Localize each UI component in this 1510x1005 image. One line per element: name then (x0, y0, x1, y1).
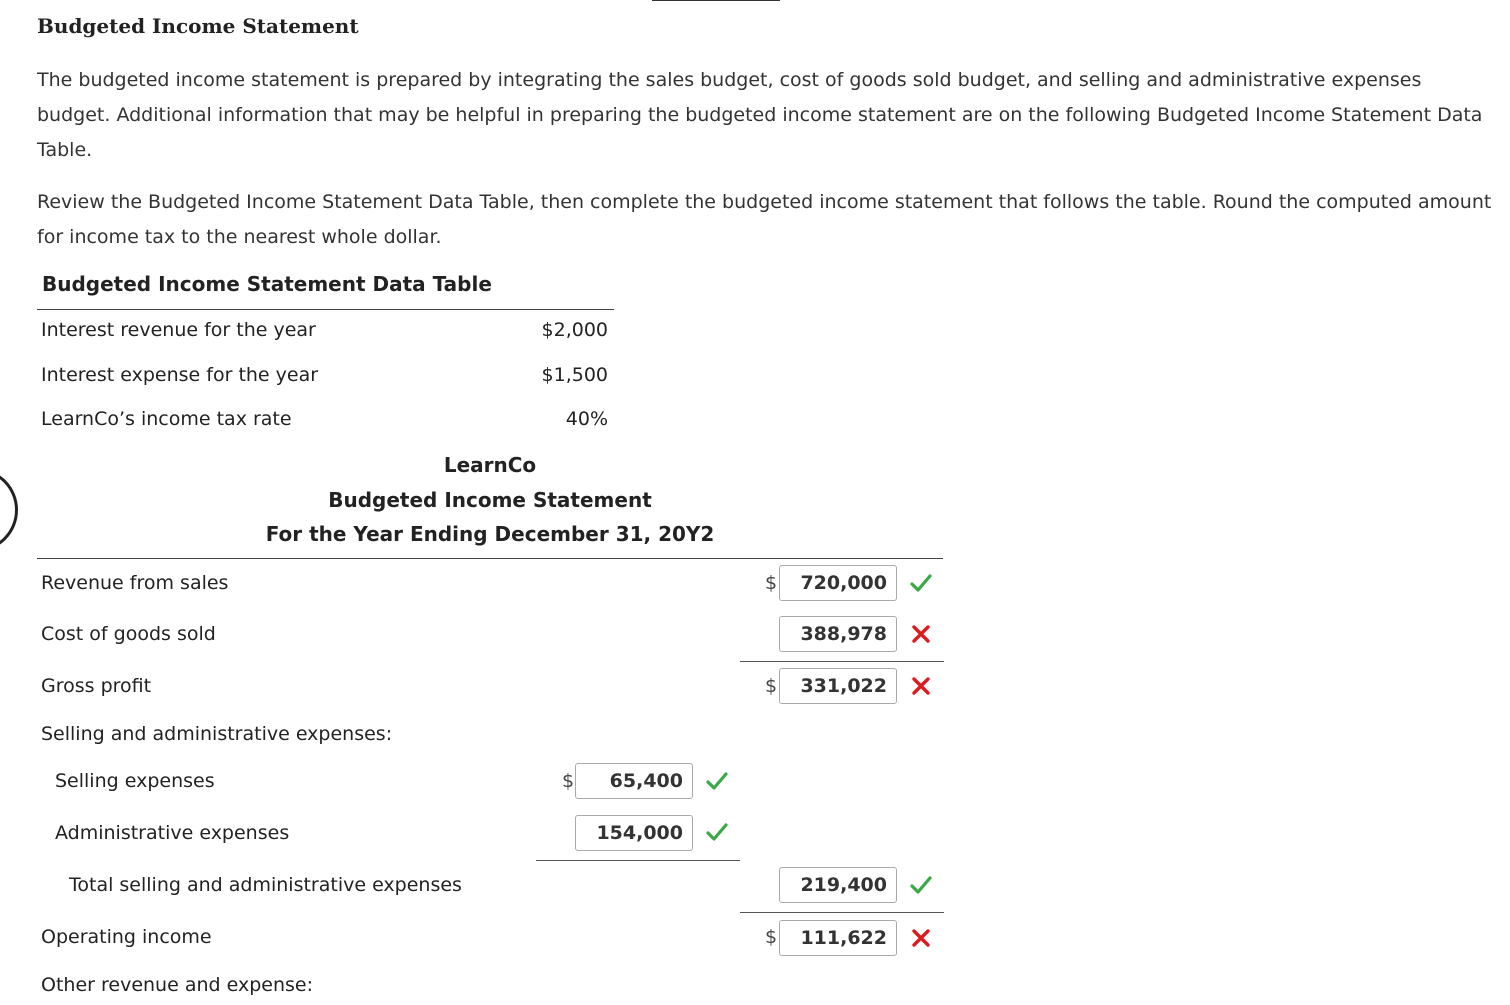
selling-expenses-input[interactable]: 65,400 (575, 763, 693, 799)
operating-income-label: Operating income (41, 926, 212, 948)
data-table-row (41, 408, 608, 438)
x-mark-icon (909, 622, 933, 646)
data-table-title: Budgeted Income Statement Data Table (42, 272, 492, 296)
other-revenue-expense-heading: Other revenue and expense: (41, 974, 313, 996)
data-table-value: $2,000 (541, 319, 608, 341)
subtotal-rule (536, 860, 740, 861)
check-icon (705, 769, 729, 793)
dollar-sign: $ (562, 770, 575, 792)
circle-icon[interactable] (0, 468, 18, 552)
data-table-value: $1,500 (541, 364, 608, 386)
data-table-value: 40% (565, 408, 608, 430)
gross-profit-input[interactable]: 331,022 (779, 668, 897, 704)
data-table-rule (37, 309, 614, 310)
intro-paragraph: The budgeted income statement is prepared by integrating the sales budget, cost of goods sold budget, and selling and administrative expenses budget. Additional information that may be helpful in preparing the budgeted income statement are on the following Budgeted Income Statement Data Table. (37, 69, 1483, 161)
check-icon (909, 571, 933, 595)
admin-expenses-input[interactable]: 154,000 (575, 815, 693, 851)
top-divider (652, 0, 780, 1)
admin-expenses-label: Administrative expenses (55, 822, 290, 844)
x-mark-icon (909, 926, 933, 950)
sae-heading: Selling and administrative expenses: (41, 723, 393, 745)
check-icon (705, 820, 729, 844)
data-table-row (41, 319, 608, 349)
selling-expenses-label: Selling expenses (55, 770, 215, 792)
dollar-sign: $ (765, 675, 778, 697)
subtotal-rule (740, 661, 944, 662)
data-table-label: Interest revenue for the year (41, 319, 316, 341)
total-sae-label: Total selling and administrative expenses (69, 874, 462, 896)
revenue-label: Revenue from sales (41, 572, 229, 594)
page-title: Budgeted Income Statement (37, 14, 359, 38)
data-table-label: Interest expense for the year (41, 364, 319, 386)
statement-name: Budgeted Income Statement (328, 488, 652, 512)
x-mark-icon (909, 674, 933, 698)
data-table-label: LearnCo’s income tax rate (41, 408, 292, 430)
data-table-row (41, 364, 608, 394)
operating-income-input[interactable]: 111,622 (779, 920, 897, 956)
dollar-sign: $ (765, 572, 778, 594)
gross-profit-label: Gross profit (41, 675, 152, 697)
cogs-label: Cost of goods sold (41, 623, 216, 645)
total-sae-input[interactable]: 219,400 (779, 867, 897, 903)
statement-period: For the Year Ending December 31, 20Y2 (265, 522, 715, 546)
cogs-input[interactable]: 388,978 (779, 616, 897, 652)
check-icon (909, 873, 933, 897)
subtotal-rule (740, 912, 944, 913)
statement-company: LearnCo (443, 453, 537, 477)
statement-rule (37, 558, 943, 559)
instructions-paragraph: Review the Budgeted Income Statement Data Table, then complete the budgeted income statement that follows the table. Round the computed amount for income tax to the nearest whole dollar. (37, 191, 1492, 248)
revenue-input[interactable]: 720,000 (779, 565, 897, 601)
dollar-sign: $ (765, 926, 778, 948)
